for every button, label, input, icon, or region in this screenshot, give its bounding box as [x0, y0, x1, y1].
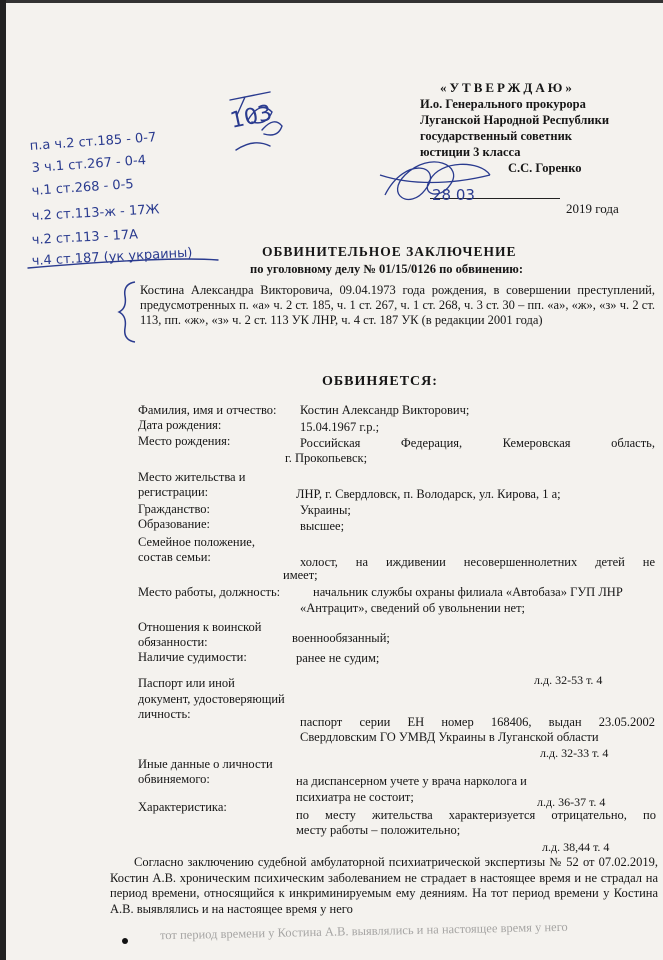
- approval-line: Луганской Народной Республики: [420, 113, 610, 127]
- approval-signatory: С.С. Горенко: [508, 161, 582, 175]
- residence-label: Место жительства и: [138, 470, 246, 484]
- case-ref: л.д. 32-33 т. 4: [540, 746, 609, 760]
- accused-heading: ОБВИНЯЕТСЯ:: [322, 374, 438, 389]
- case-ref: л.д. 38,44 т. 4: [542, 840, 610, 854]
- family-value-cont: имеет;: [283, 568, 318, 582]
- document-subtitle: по уголовному делу № 01/15/0126 по обвинению:: [250, 262, 523, 276]
- residence-label-cont: регистрации:: [138, 485, 209, 499]
- approval-line: юстиции 3 класса: [420, 145, 521, 159]
- family-label-cont: состав семьи:: [138, 550, 211, 564]
- military-label: Отношения к воинской: [138, 620, 262, 634]
- other-value: на диспансерном учете у врача нарколога и: [296, 774, 527, 788]
- birth-date-value: 15.04.1967 г.р.;: [300, 420, 380, 434]
- note-line: ч.1 ст.268 - 0-5: [31, 176, 135, 199]
- passport-value-cont: Свердловским ГО УМВД Украины в Луганской области: [300, 730, 599, 744]
- full-name-label: Фамилия, имя и отчество:: [138, 403, 277, 417]
- birth-place-value-cont: г. Прокопьевск;: [285, 451, 368, 465]
- character-value: по месту жительства характеризуется отрицательно, по: [296, 808, 656, 822]
- conclusion-paragraph: Согласно заключению судебной амбулаторной психиатрической экспертизы № 52 от 07.02.2019, Костин А.В. хроническим психическим заболеванием не страдает в настоящее время и не страдал на период времени, относящийся к инкриминируемым ему деяниям. На тот период времени у Костина А.В. выявлялись и на настоящее время у него: [110, 855, 658, 916]
- criminal-label: Наличие судимости:: [138, 650, 247, 664]
- work-value-cont: «Антрацит», сведений об увольнении нет;: [300, 601, 526, 615]
- passport-label-cont: документ, удостоверяющий: [138, 692, 285, 706]
- criminal-value: ранее не судим;: [296, 651, 380, 665]
- full-name-value: Костин Александр Викторович;: [300, 403, 470, 417]
- passport-label-cont: личность:: [138, 707, 191, 721]
- bleed-through-text: тот период времени у Костина А.В. выявлялись и на настоящее время у него: [159, 919, 568, 943]
- military-label-cont: обязанности:: [138, 635, 208, 649]
- note-line: ч.2 ст.113-ж - 17Ж: [31, 202, 160, 224]
- charge-paragraph: Костина Александра Викторовича, 09.04.1973 года рождения, в совершении преступлений, предусмотренных п. «а» ч. 2 ст. 185, ч. 1 ст. 267, ч. 1 ст. 268, ч. 3 ст. 30 – пп. «а», «ж», «з» ч. 2 ст. 113, пп. «ж», «з» ч. 2 ст. 113 УК ЛНР, ч. 4 ст. 187 УК (в редакции 2001 года): [140, 283, 655, 327]
- note-number: 103: [228, 100, 275, 134]
- approval-block: [420, 80, 609, 176]
- approval-year: 2019 года: [566, 201, 619, 216]
- approval-date-handwritten: 28 03: [432, 186, 475, 204]
- passport-value: паспорт серии ЕН номер 168406, выдан 23.05.2002: [300, 715, 655, 729]
- character-value-cont: месту работы – положительно;: [296, 823, 461, 837]
- residence-value: ЛНР, г. Свердловск, п. Володарск, ул. Кирова, 1 а;: [296, 487, 561, 501]
- case-ref: л.д. 36-37 т. 4: [537, 795, 606, 809]
- note-line: п.а ч.2 ст.185 - 0-7: [29, 130, 157, 154]
- education-value: высшее;: [300, 519, 345, 533]
- family-value: холост, на иждивении несовершеннолетних детей не: [300, 555, 655, 569]
- other-value-cont: психиатра не состоит;: [296, 790, 414, 804]
- birth-date-label: Дата рождения:: [138, 418, 222, 432]
- character-label: Характеристика:: [138, 800, 227, 814]
- family-label: Семейное положение,: [138, 535, 255, 549]
- handwritten-brace: [119, 282, 135, 342]
- other-label: Иные данные о личности: [138, 757, 273, 771]
- education-label: Образование:: [138, 517, 210, 531]
- note-line: ч.2 ст.113 - 17А: [31, 227, 139, 248]
- work-label: Место работы, должность:: [138, 585, 281, 599]
- note-line: 3 ч.1 ст.267 - 0-4: [31, 153, 147, 176]
- case-ref: л.д. 32-53 т. 4: [534, 673, 603, 687]
- military-value: военнообязанный;: [292, 631, 390, 645]
- approval-line: государственный советник: [420, 129, 572, 143]
- passport-label: Паспорт или иной: [138, 676, 235, 690]
- citizenship-value: Украины;: [300, 503, 351, 517]
- work-value: начальник службы охраны филиала «Автобаза» ГУП ЛНР: [313, 585, 623, 599]
- citizenship-label: Гражданство:: [138, 502, 211, 516]
- other-label-cont: обвиняемого:: [138, 772, 210, 786]
- birth-place-value: Российская Федерация, Кемеровская область,: [300, 436, 655, 450]
- approval-title: «УТВЕРЖДАЮ»: [440, 80, 575, 95]
- approval-line: И.о. Генерального прокурора: [420, 97, 586, 111]
- note-line: ч.4 ст.187 (ук украины): [31, 245, 193, 269]
- punch-dot: [122, 938, 128, 944]
- document-title: ОБВИНИТЕЛЬНОЕ ЗАКЛЮЧЕНИЕ: [262, 244, 517, 259]
- birth-place-label: Место рождения:: [138, 434, 231, 448]
